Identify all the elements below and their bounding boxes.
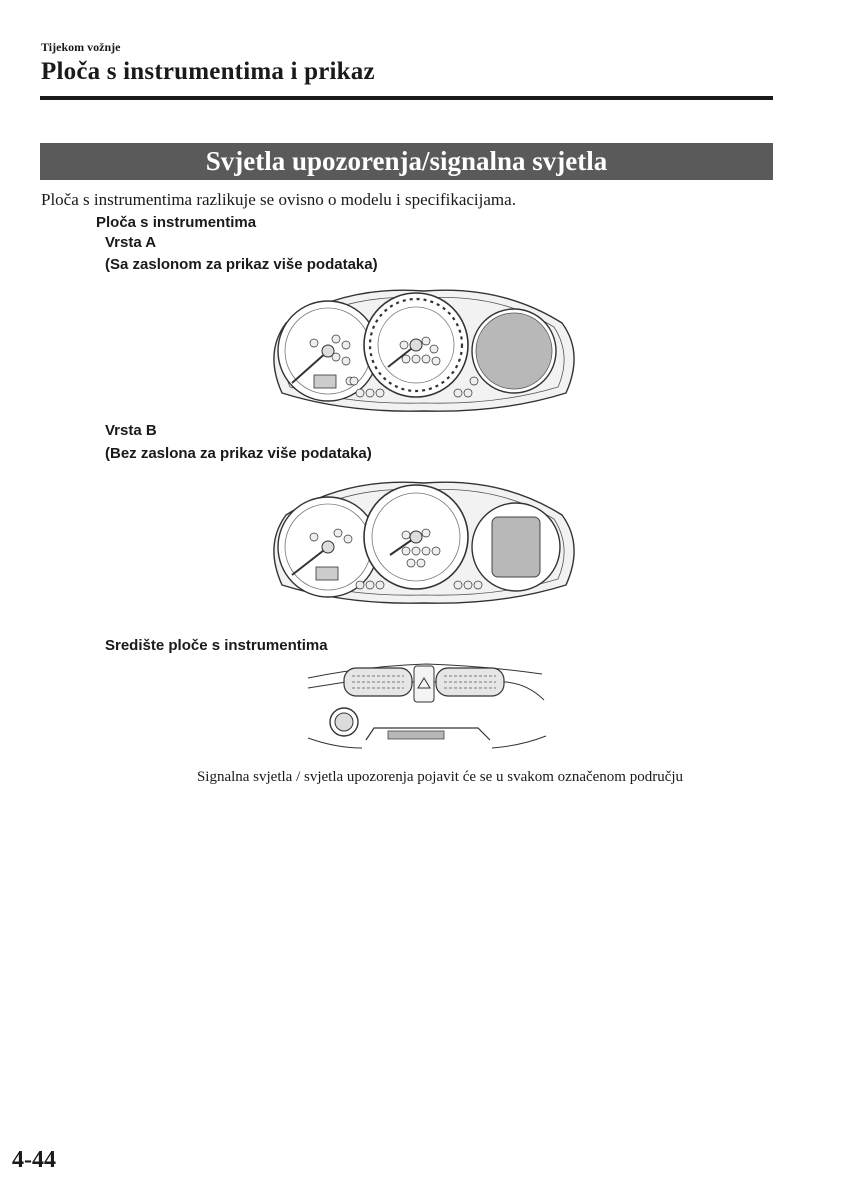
cluster-b-illustration bbox=[266, 475, 582, 607]
section-banner: Svjetla upozorenja/signalna svjetla bbox=[40, 143, 773, 180]
title-divider bbox=[40, 96, 773, 100]
type-a-sublabel: (Sa zaslonom za prikaz više podataka) bbox=[105, 256, 378, 273]
section-name: Tijekom vožnje bbox=[41, 40, 121, 54]
center-console-illustration bbox=[306, 660, 548, 752]
multi-info-display bbox=[472, 503, 560, 591]
cluster-label: Ploča s instrumentima bbox=[96, 214, 257, 231]
type-b-sublabel: (Bez zaslona za prikaz više podataka) bbox=[105, 445, 372, 462]
type-a-label: Vrsta A bbox=[105, 234, 157, 251]
page-number: 4-44 bbox=[12, 1147, 56, 1173]
intro-text: Ploča s instrumentima razlikuje se ovisno o modelu i specifikacijama. bbox=[41, 190, 516, 209]
speedometer-gauge bbox=[364, 293, 468, 397]
air-vent bbox=[344, 668, 412, 696]
center-label: Središte ploče s instrumentima bbox=[105, 637, 328, 654]
multi-info-display bbox=[472, 309, 556, 393]
type-b-label: Vrsta B bbox=[105, 422, 157, 439]
tachometer-gauge bbox=[278, 301, 378, 401]
page-title: Ploča s instrumentima i prikaz bbox=[41, 58, 375, 85]
air-vent bbox=[436, 668, 504, 696]
speedometer-gauge bbox=[364, 485, 468, 589]
cluster-a-illustration bbox=[266, 283, 582, 415]
figure-caption: Signalna svjetla / svjetla upozorenja pojavit će se u svakom označenom području bbox=[196, 769, 684, 785]
